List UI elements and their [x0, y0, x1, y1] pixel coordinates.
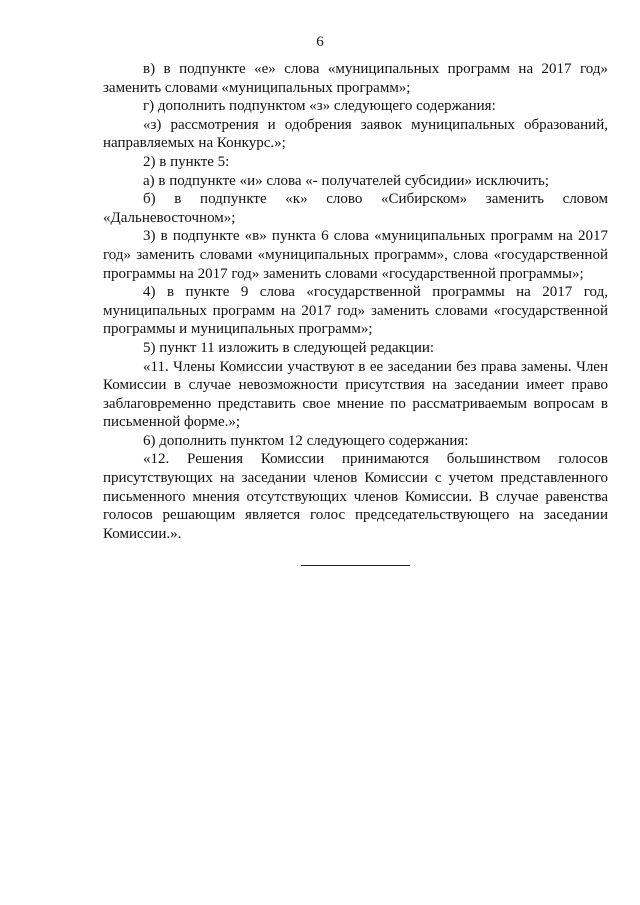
- paragraph-item-5-a: а) в подпункте «и» слова «- получателей субсидии» исключить;: [143, 172, 550, 189]
- paragraph-amend-subitem-e: в) в подпункте «е» слова «муниципальных программ на 2017 год» заменить словами «муниципальных программ»;: [103, 61, 608, 96]
- paragraph-subitem-z-text: «з) рассмотрения и одобрения заявок муниципальных образований, направляемых на Конкурс.»;: [103, 116, 608, 152]
- paragraph-item-9: 4) в пункте 9 слова «государственной программы на 2017 год, муниципальных программ на 2017 год» заменить словами «государственной программы и муниципальных программ»;: [103, 284, 608, 338]
- paragraph-item-6: 3) в подпункте «в» пункта 6 слова «муниципальных программ на 2017 год» заменить словами «муниципальных программ», слова «государственной программы на 2017 год» заменить словами «государственной программы»;: [103, 228, 608, 282]
- paragraph-add-subitem-z: г) дополнить подпунктом «з» следующего содержания:: [143, 98, 496, 115]
- paragraph-item-5: 2) в пункте 5:: [143, 153, 230, 170]
- paragraph-item-12-header: 6) дополнить пунктом 12 следующего содержания:: [143, 432, 469, 449]
- paragraph-item-11-text: «11. Члены Комиссии участвуют в ее заседании без права замены. Член Комиссии в случае невозможности присутствия на заседании имеет право заблаговременно представить свое мнение по рассматриваемым вопросам в письменной форме.»;: [103, 358, 608, 431]
- paragraph-item-5-b: б) в подпункте «к» слово «Сибирском» заменить словом «Дальневосточном»;: [103, 191, 608, 226]
- document-body: [103, 60, 608, 543]
- closing-rule: [301, 565, 410, 566]
- paragraph-item-11-header: 5) пункт 11 изложить в следующей редакции:: [143, 339, 435, 356]
- paragraph-item-12-text: «12. Решения Комиссии принимаются большинством голосов присутствующих на заседании членов Комиссии с учетом представленного письменного мнения отсутствующих членов Комиссии. В случае равенства голосов решающим является голос председательствующего на заседании Комиссии.».: [103, 451, 608, 542]
- page-number: 6: [316, 34, 324, 50]
